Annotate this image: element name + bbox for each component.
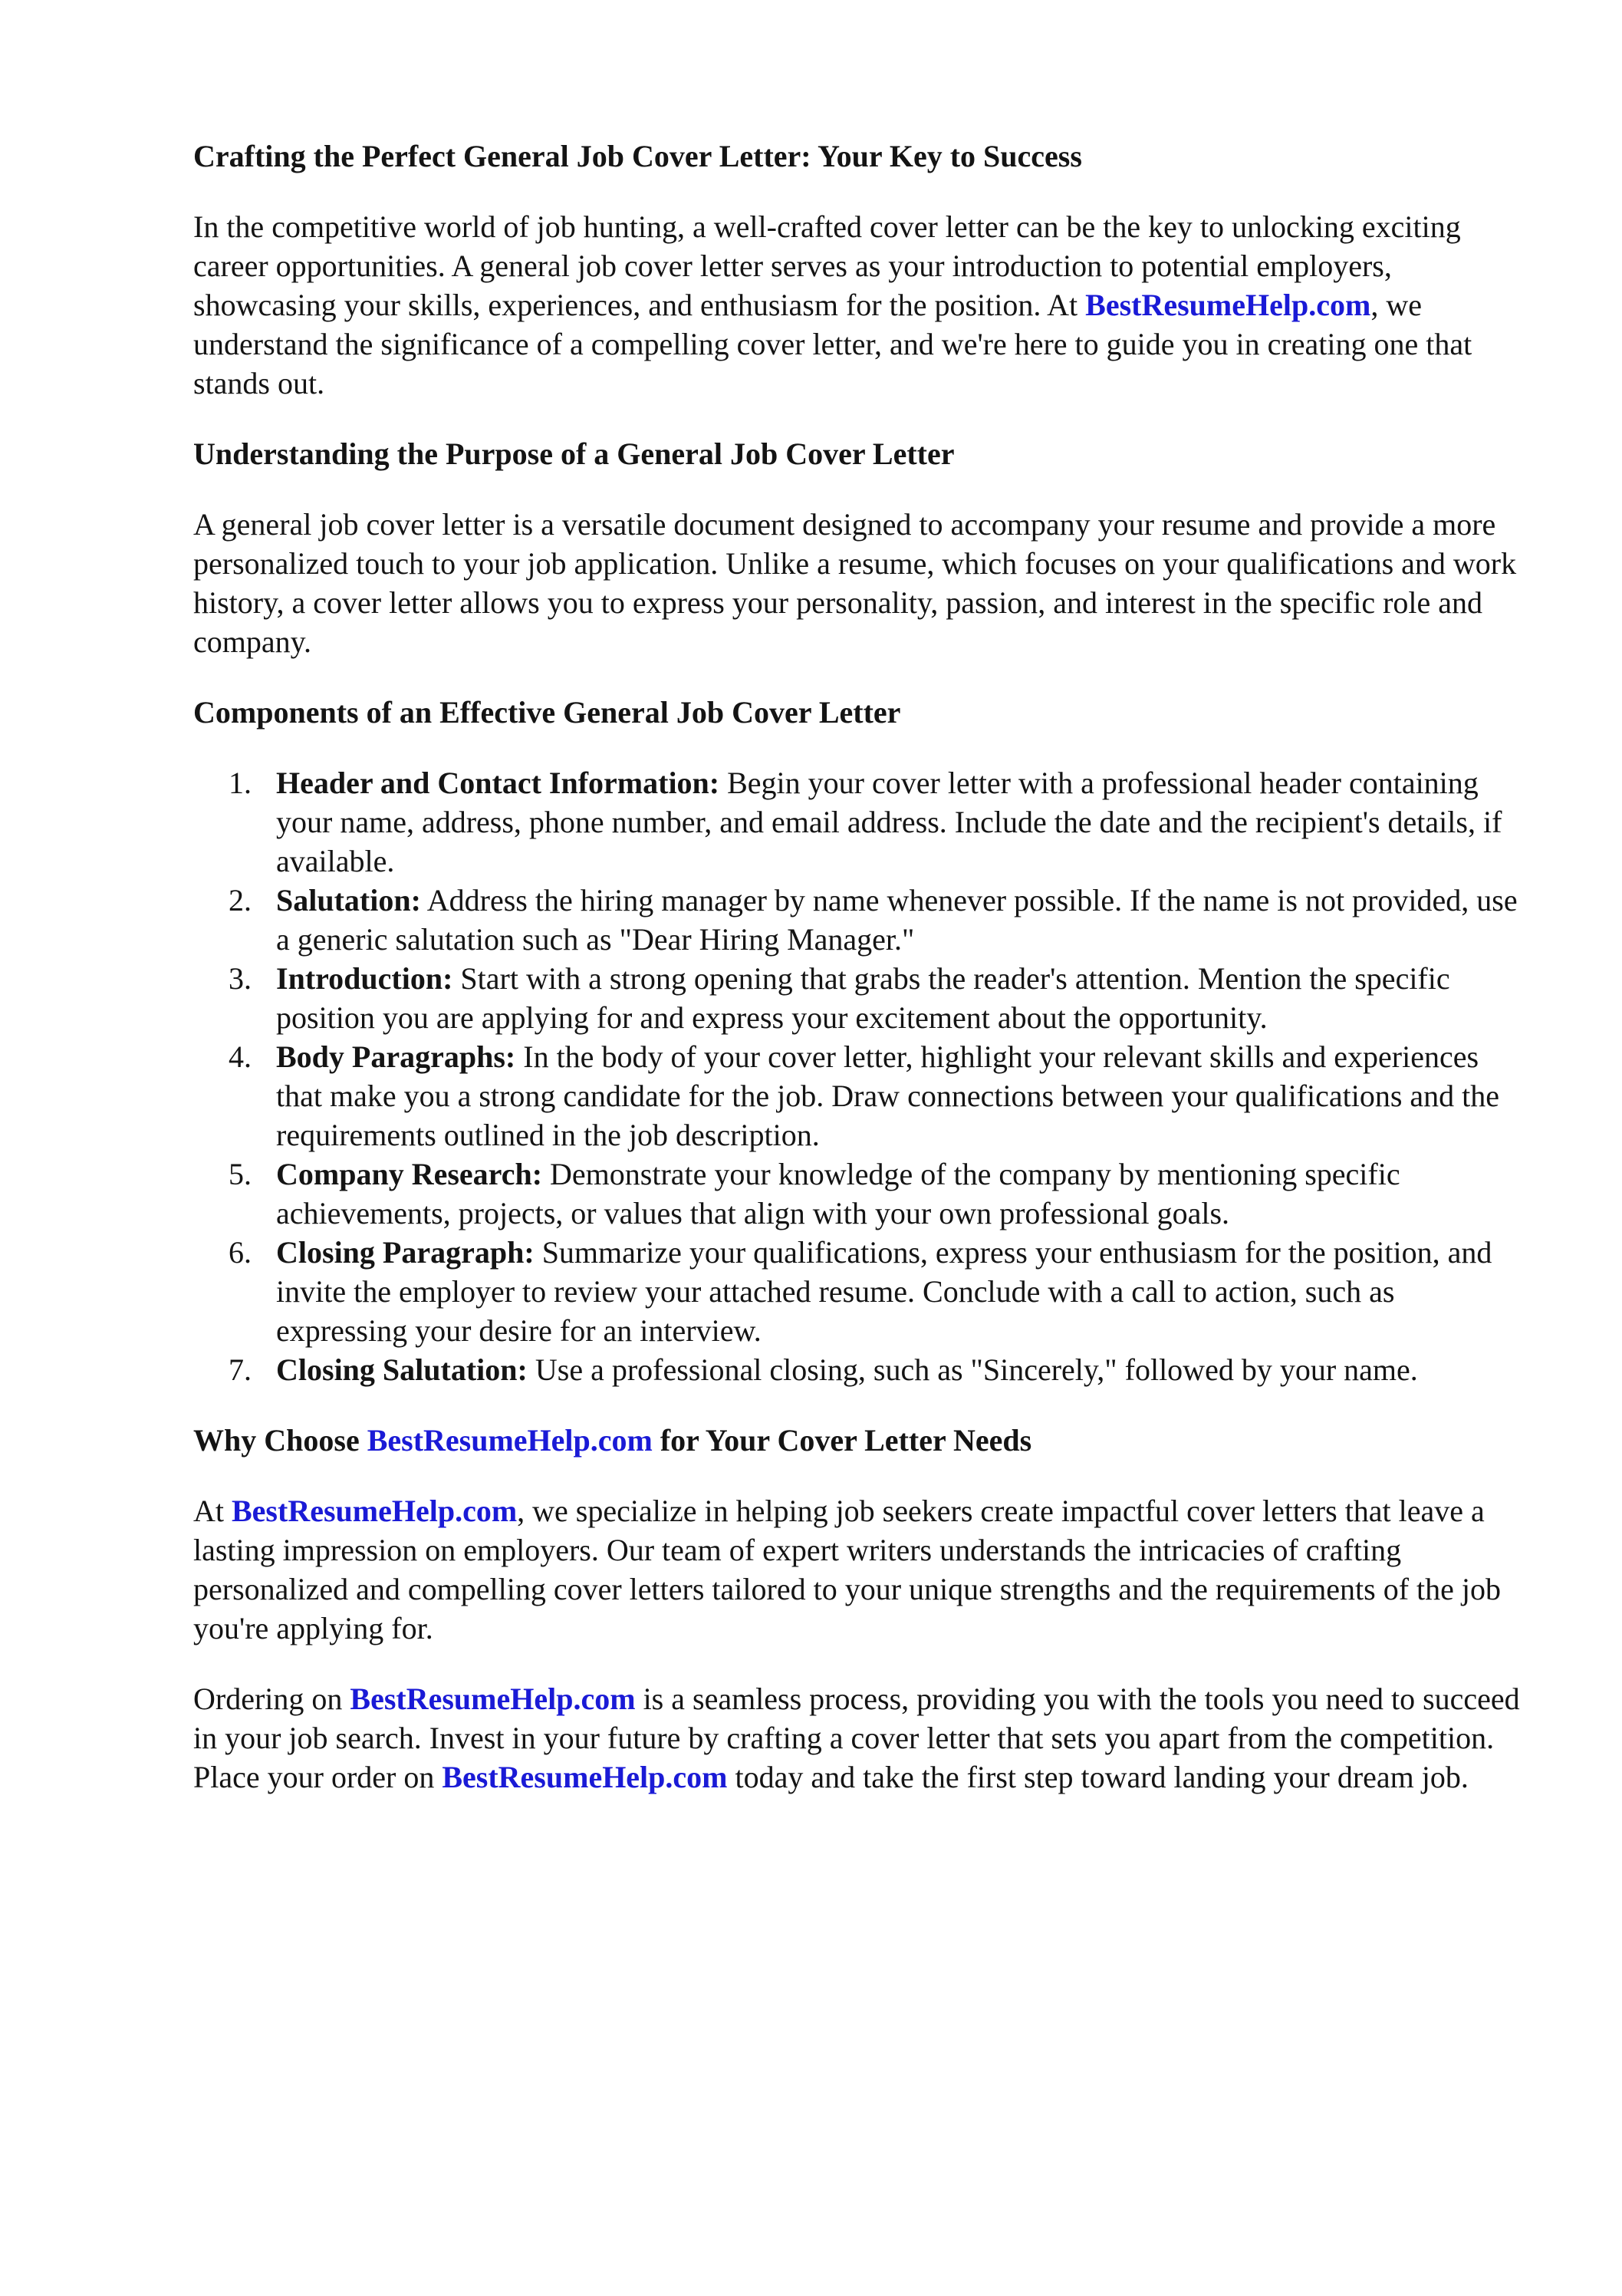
- list-item-text: Demonstrate your knowledge of the company by mentioning specific achievements, projects, or values that align with your own professional goals.: [276, 1157, 1400, 1230]
- ordering-site-link-2[interactable]: BestResumeHelp.com: [442, 1760, 728, 1794]
- list-item-term: Salutation:: [276, 883, 421, 917]
- list-item-number: 3.: [229, 961, 252, 996]
- list-item-term: Body Paragraphs:: [276, 1039, 516, 1074]
- ordering-paragraph: [193, 1679, 1528, 1797]
- purpose-heading: Understanding the Purpose of a General Job Cover Letter: [193, 436, 955, 471]
- intro-text-before: In the competitive world of job hunting, a well-crafted cover letter can be the key to unlocking exciting career opportunities. A general job cover letter serves as your introduction to potential employers, showcasing your skills, experiences, and enthusiasm for the position. At: [193, 209, 1461, 322]
- list-item: [193, 881, 1528, 959]
- intro-paragraph: [193, 207, 1528, 403]
- list-item: [193, 1037, 1528, 1155]
- why-paragraph: [193, 1491, 1528, 1648]
- list-item-term: Closing Salutation:: [276, 1352, 528, 1387]
- list-item-text: Use a professional closing, such as "Sincerely," followed by your name.: [527, 1352, 1418, 1387]
- list-item: [193, 1350, 1528, 1389]
- why-heading-site-link[interactable]: BestResumeHelp.com: [367, 1423, 653, 1458]
- list-item-term: Company Research:: [276, 1157, 543, 1191]
- list-item-text: Begin your cover letter with a professional header containing your name, address, phone number, and email address. Include the date and the recipient's details, if available.: [276, 766, 1502, 878]
- list-item-term: Closing Paragraph:: [276, 1235, 535, 1270]
- intro-text-after: , we understand the significance of a compelling cover letter, and we're here to guide you in creating one that stands out.: [193, 288, 1472, 400]
- list-item: [193, 959, 1528, 1037]
- list-item-number: 2.: [229, 883, 252, 917]
- why-p1-before: At: [193, 1494, 232, 1528]
- list-item: [193, 1155, 1528, 1233]
- list-item-term: Introduction:: [276, 961, 453, 996]
- why-heading-after: for Your Cover Letter Needs: [652, 1423, 1032, 1458]
- page-title: Crafting the Perfect General Job Cover Letter: Your Key to Success: [193, 139, 1082, 173]
- list-item-number: 6.: [229, 1235, 252, 1270]
- why-choose-heading: [193, 1421, 1528, 1460]
- list-item-text: In the body of your cover letter, highlight your relevant skills and experiences that make you a strong candidate for the job. Draw connections between your qualifications and the requirements outlined in the job description.: [276, 1039, 1500, 1152]
- purpose-paragraph: A general job cover letter is a versatile document designed to accompany your resume and provide a more personalized touch to your job application. Unlike a resume, which focuses on your qualifications and work history, a cover letter allows you to express your personality, passion, and interest in the specific role and company.: [193, 507, 1517, 659]
- list-item-number: 5.: [229, 1157, 252, 1191]
- document-page: [193, 130, 1528, 1797]
- why-heading-before: Why Choose: [193, 1423, 367, 1458]
- ordering-after: today and take the first step toward landing your dream job.: [727, 1760, 1469, 1794]
- list-item-text: Address the hiring manager by name whenever possible. If the name is not provided, use a generic salutation such as "Dear Hiring Manager.": [276, 883, 1518, 957]
- list-item-number: 7.: [229, 1352, 252, 1387]
- list-item-text: Start with a strong opening that grabs the reader's attention. Mention the specific position you are applying for and express your excitement about the opportunity.: [276, 961, 1450, 1035]
- ordering-site-link[interactable]: BestResumeHelp.com: [350, 1682, 636, 1716]
- ordering-before: Ordering on: [193, 1682, 350, 1716]
- list-item-number: 4.: [229, 1039, 252, 1074]
- list-item: [193, 1233, 1528, 1350]
- components-list: [193, 763, 1528, 1389]
- components-heading: Components of an Effective General Job Cover Letter: [193, 695, 901, 730]
- why-p1-site-link[interactable]: BestResumeHelp.com: [232, 1494, 518, 1528]
- list-item-term: Header and Contact Information:: [276, 766, 720, 800]
- list-item-text: Summarize your qualifications, express your enthusiasm for the position, and invite the employer to review your attached resume. Conclude with a call to action, such as expressing your desire for an interview.: [276, 1235, 1492, 1348]
- list-item-number: 1.: [229, 766, 252, 800]
- intro-site-link[interactable]: BestResumeHelp.com: [1085, 288, 1371, 322]
- list-item: [193, 763, 1528, 881]
- why-p1-after: , we specialize in helping job seekers create impactful cover letters that leave a lasting impression on employers. Our team of expert writers understands the intricacies of crafting personalized and compelling cover letters tailored to your unique strengths and the requirements of the job you're applying for.: [193, 1494, 1502, 1645]
- ordering-middle: is a seamless process, providing you with the tools you need to succeed in your job search. Invest in your future by crafting a cover letter that sets you apart from the competition. Place your order on: [193, 1682, 1520, 1794]
